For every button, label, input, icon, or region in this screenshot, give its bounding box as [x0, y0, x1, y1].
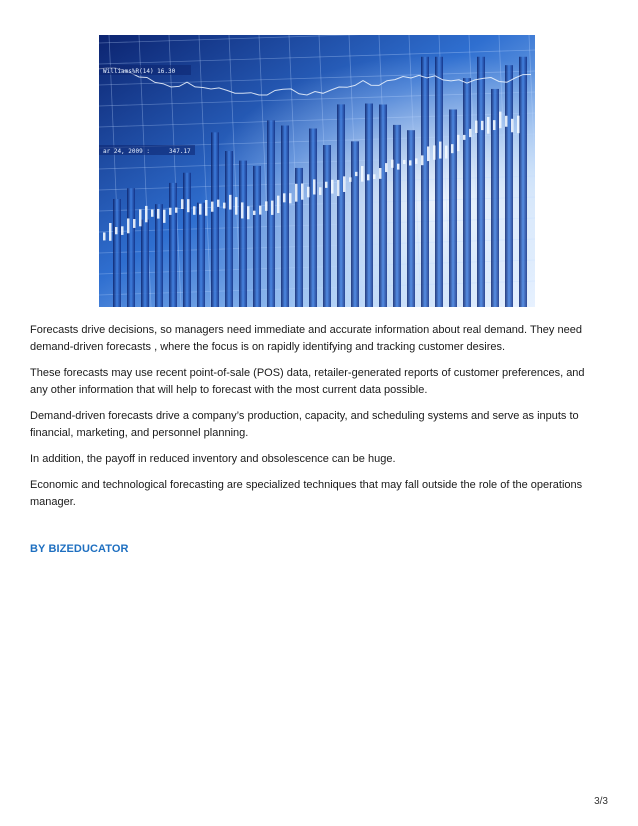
- decorative-bar: [407, 130, 415, 307]
- decorative-bar: [141, 220, 149, 307]
- decorative-candle: [271, 201, 274, 215]
- ticker-label-top: Williams%R(14) 16.30: [103, 68, 176, 75]
- decorative-candle: [259, 206, 262, 215]
- decorative-candle: [379, 168, 382, 179]
- paragraph: In addition, the payoff in reduced inventory and obsolescence can be huge.: [30, 453, 396, 465]
- decorative-candle: [187, 199, 190, 212]
- decorative-candle: [355, 172, 358, 176]
- decorative-candle: [313, 179, 316, 194]
- decorative-bar: [379, 104, 387, 307]
- decorative-candle: [457, 135, 460, 151]
- decorative-candle: [241, 202, 244, 218]
- ticker-label-value: 347.17: [169, 148, 191, 155]
- ticker-label-date: ar 24, 2009 :: [103, 148, 150, 155]
- decorative-candle: [451, 144, 454, 153]
- decorative-candle: [319, 187, 322, 195]
- decorative-candle: [397, 164, 400, 170]
- decorative-candle: [163, 210, 166, 223]
- decorative-candle: [181, 199, 184, 209]
- decorative-bar: [253, 166, 261, 307]
- paragraph: These forecasts may use recent point-of-sale (POS) data, retailer-generated reports of customer preferences, and any other information that will help to forecast with the most current data possible.: [30, 367, 585, 396]
- decorative-candle: [481, 121, 484, 130]
- decorative-candle: [145, 206, 148, 222]
- decorative-candle: [211, 202, 214, 212]
- decorative-candle: [343, 176, 346, 192]
- paragraph: Demand-driven forecasts drive a company’s production, capacity, and scheduling systems and serve as inputs to financial, marketing, and personnel planning.: [30, 410, 579, 439]
- decorative-bar: [309, 129, 317, 307]
- decorative-candle: [391, 160, 394, 168]
- decorative-candle: [223, 203, 226, 209]
- decorative-candle: [229, 195, 232, 210]
- decorative-candle: [247, 206, 250, 219]
- decorative-candle: [337, 180, 340, 196]
- decorative-bar: [225, 151, 233, 307]
- decorative-candle: [217, 200, 220, 207]
- decorative-candle: [325, 182, 328, 188]
- decorative-bar: [519, 57, 527, 307]
- decorative-candle: [277, 196, 280, 213]
- decorative-candle: [493, 120, 496, 130]
- author-byline[interactable]: BY BIZEDUCATOR: [30, 543, 129, 555]
- decorative-candle: [103, 232, 106, 240]
- decorative-candle: [445, 146, 448, 159]
- paragraph: Forecasts drive decisions, so managers need immediate and accurate information about real demand. They need demand-driven forecasts , where the focus is on rapidly identifying and tracking customer desires.: [30, 324, 582, 353]
- decorative-bar: [393, 125, 401, 307]
- decorative-bar: [323, 145, 331, 307]
- decorative-bar: [113, 199, 121, 307]
- decorative-candle: [295, 184, 298, 202]
- decorative-candle: [199, 204, 202, 215]
- decorative-candle: [151, 209, 154, 216]
- decorative-candle: [433, 145, 436, 159]
- decorative-candle: [475, 121, 478, 133]
- decorative-candle: [511, 119, 514, 132]
- decorative-candle: [463, 135, 466, 140]
- decorative-bar: [477, 57, 485, 307]
- decorative-bar: [449, 109, 457, 307]
- decorative-candle: [349, 177, 352, 182]
- decorative-candle: [517, 116, 520, 134]
- decorative-bar: [351, 141, 359, 307]
- decorative-bar: [365, 104, 373, 307]
- decorative-candle: [139, 209, 142, 226]
- stock-chart-illustration: [99, 35, 535, 307]
- decorative-bar: [239, 161, 247, 307]
- decorative-candle: [169, 208, 172, 215]
- decorative-candle: [301, 183, 304, 199]
- decorative-bar: [421, 57, 429, 307]
- decorative-candle: [469, 129, 472, 137]
- decorative-candle: [361, 166, 364, 182]
- decorative-bar: [169, 183, 177, 307]
- decorative-bar: [463, 78, 471, 307]
- decorative-candle: [265, 201, 268, 211]
- decorative-candle: [115, 227, 118, 234]
- decorative-candle: [307, 187, 310, 198]
- decorative-bar: [435, 57, 443, 307]
- decorative-candle: [505, 116, 508, 127]
- article-body: [30, 322, 602, 520]
- decorative-candle: [205, 200, 208, 216]
- stock-chart-image: [99, 35, 535, 307]
- decorative-candle: [175, 207, 178, 212]
- decorative-bar: [505, 65, 513, 307]
- decorative-candle: [127, 218, 130, 233]
- decorative-bar: [211, 132, 219, 307]
- decorative-candle: [133, 219, 136, 228]
- decorative-candle: [193, 206, 196, 215]
- decorative-candle: [499, 112, 502, 129]
- decorative-candle: [289, 193, 292, 203]
- decorative-candle: [415, 158, 418, 164]
- decorative-candle: [367, 174, 370, 180]
- decorative-candle: [403, 160, 406, 164]
- page-number: 3/3: [594, 796, 608, 807]
- decorative-bar: [197, 203, 205, 307]
- decorative-candle: [487, 117, 490, 134]
- decorative-candle: [235, 197, 238, 215]
- decorative-candle: [409, 160, 412, 165]
- decorative-candle: [421, 155, 424, 165]
- decorative-candle: [427, 146, 430, 161]
- decorative-candle: [157, 209, 160, 219]
- decorative-candle: [331, 180, 334, 194]
- decorative-bar: [183, 173, 191, 307]
- paragraph: Economic and technological forecasting are specialized techniques that may fall outside the role of the operations manager.: [30, 479, 583, 508]
- decorative-candle: [385, 163, 388, 172]
- decorative-bar: [337, 104, 345, 307]
- decorative-candle: [109, 223, 112, 241]
- decorative-bar: [281, 126, 289, 307]
- decorative-bar: [127, 188, 135, 307]
- decorative-candle: [439, 142, 442, 159]
- decorative-candle: [373, 174, 376, 179]
- decorative-candle: [121, 226, 124, 235]
- decorative-bar: [155, 204, 163, 307]
- decorative-candle: [253, 211, 256, 215]
- decorative-candle: [283, 193, 286, 202]
